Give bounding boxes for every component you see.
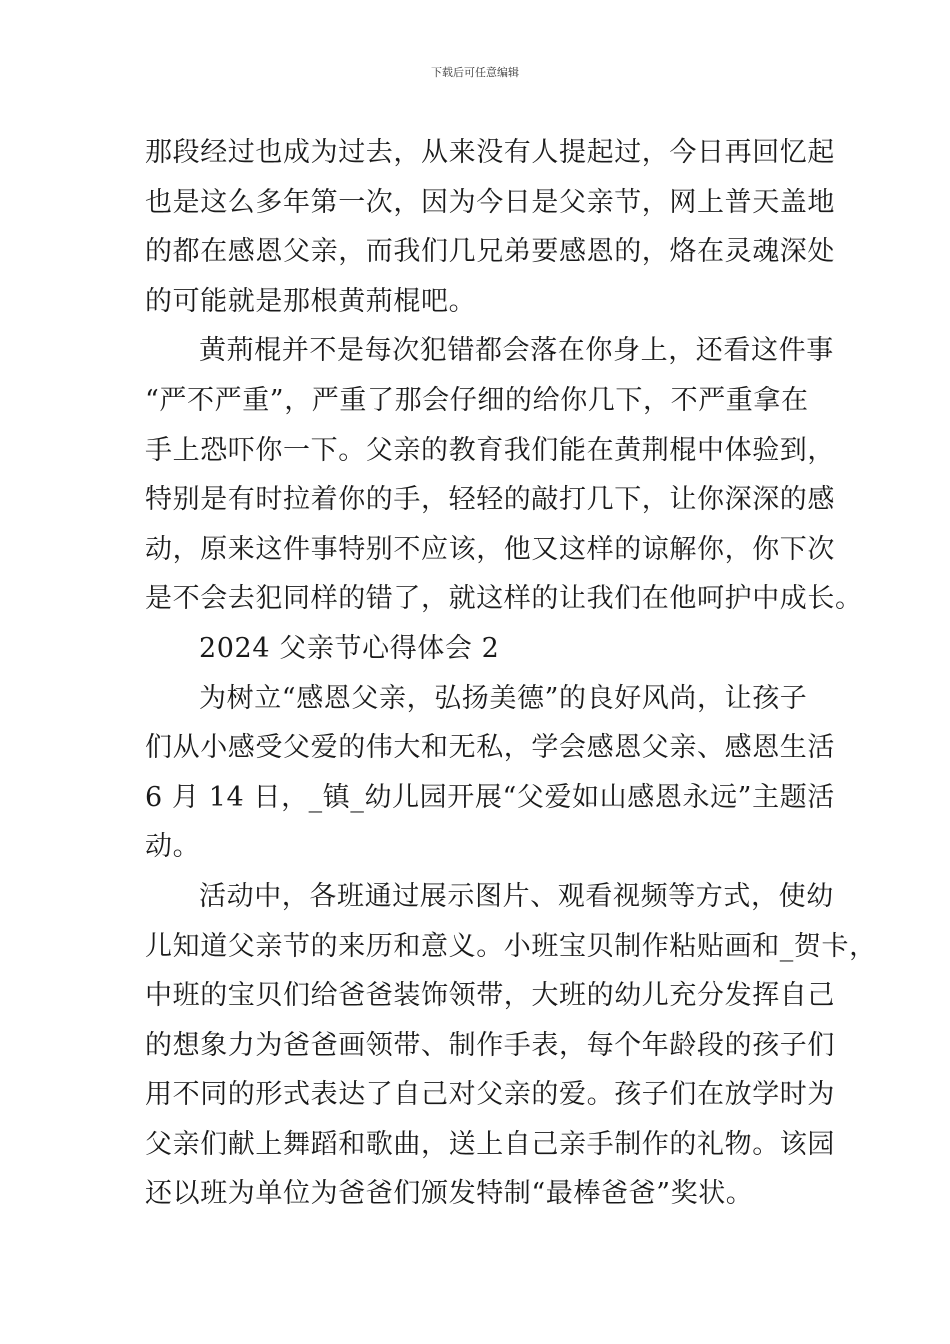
text-line: 是不会去犯同样的错了，就这样的让我们在他呵护中成长。 — [145, 583, 863, 615]
document-body — [145, 128, 877, 1219]
text-line: 中班的宝贝们给爸爸装饰领带，大班的幼儿充分发挥自己 — [145, 980, 835, 1012]
text-line: 动。 — [145, 831, 201, 863]
text-line: 黄荊棍并不是每次犯错都会落在你身上，还看这件事 — [199, 335, 834, 367]
text-line: 活动中，各班通过展示图片、观看视频等方式，使幼 — [199, 880, 834, 912]
text-line: 父亲们献上舞蹈和歌曲，送上自己亲手制作的礼物。该园 — [145, 1128, 835, 1160]
text-line: 动，原来这件事特别不应该，他又这样的谅解你，你下次 — [145, 533, 835, 565]
text-line: 也是这么多年第一次，因为今日是父亲节，网上普天盖地 — [145, 186, 835, 218]
text-line: 的都在感恩父亲，而我们几兄弟要感恩的，烙在灵魂深处 — [145, 236, 835, 268]
text-line: 2024 父亲节心得体会 2 — [199, 632, 500, 664]
text-line: 还以班为单位为爸爸们颁发特制“最棒爸爸”奖状。 — [145, 1178, 754, 1210]
text-line: 为树立“感恩父亲，弘扬美德”的良好风尚，让孩子 — [199, 682, 808, 714]
text-line: 手上恐吓你一下。父亲的教育我们能在黄荆棍中体验到， — [145, 434, 835, 466]
text-line: 儿知道父亲节的来历和意义。小班宝贝制作粘贴画和_贺卡， — [145, 930, 877, 962]
text-line: 6 月 14 日，_镇_幼儿园开展“父爱如山感恩永远”主题活 — [145, 781, 835, 813]
text-line: 特别是有时拉着你的手，轻轻的敲打几下，让你深深的感 — [145, 484, 835, 516]
text-line: 的想象力为爸爸画领带、制作手表，每个年龄段的孩子们 — [145, 1029, 835, 1061]
text-line: 的可能就是那根黄荊棍吧。 — [145, 285, 477, 317]
text-line: 用不同的形式表达了自己对父亲的爱。孩子们在放学时为 — [145, 1079, 835, 1111]
text-line: “严不严重”，严重了那会仔细的给你几下，不严重拿在 — [145, 384, 809, 416]
page-header: 下载后可任意编辑 — [431, 66, 519, 79]
text-line: 们从小感受父爱的伟大和无私，学会感恩父亲、感恩生活 — [145, 732, 835, 764]
text-line: 那段经过也成为过去，从来没有人提起过，今日再回忆起 — [145, 137, 835, 168]
